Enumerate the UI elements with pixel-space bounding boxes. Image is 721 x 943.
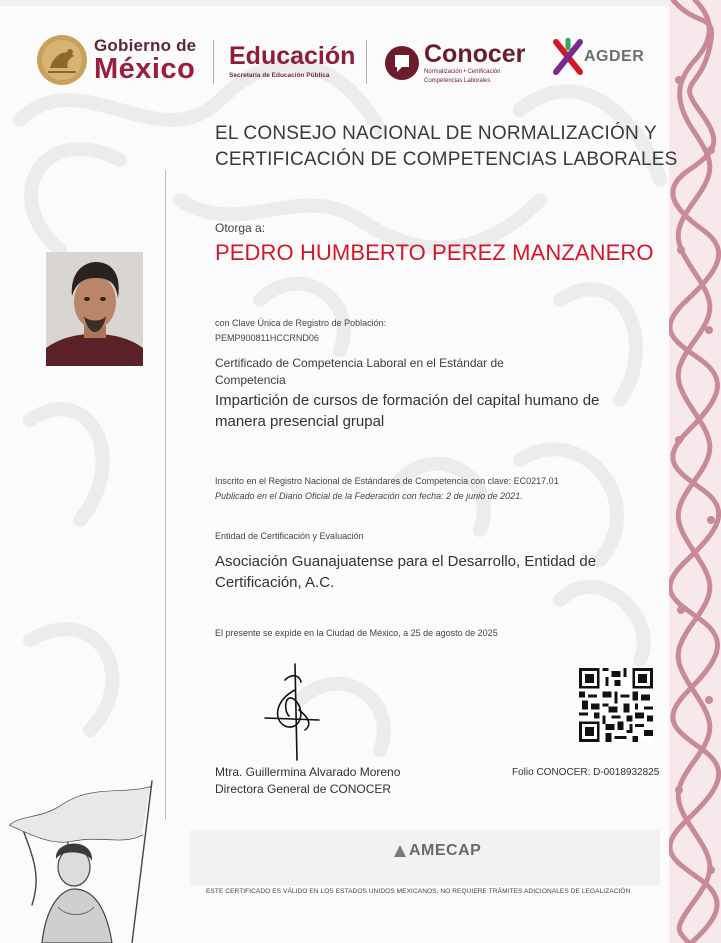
gobierno-mexico-logo <box>36 34 196 86</box>
issuer-title-line2: CERTIFICACIÓN DE COMPETENCIAS LABORALES <box>215 149 678 170</box>
entity-label: Entidad de Certificación y Evaluación <box>215 531 364 541</box>
publication-text: Publicado en el Diario Oficial de la Federación con fecha: 2 de junio de 2021. <box>215 491 523 501</box>
signer-title: Directora General de CONOCER <box>215 782 392 796</box>
amecap-logo <box>393 842 481 860</box>
certificate-label: Certificado de Competencia Laboral en el Estándar de Competencia <box>215 356 504 387</box>
issuer-title <box>215 121 677 173</box>
agder-logo <box>553 38 644 76</box>
signature <box>255 660 335 770</box>
conocer-small-text-2: Competencias Laborales <box>424 77 491 84</box>
agder-icon <box>553 38 583 76</box>
top-line <box>0 0 721 6</box>
competency-standard: Impartición de cursos de formación del capital humano de manera presencial grupal <box>215 392 600 430</box>
issuer-title-line1: EL CONSEJO NACIONAL DE NORMALIZACIÓN Y <box>215 123 657 144</box>
curp-value: PEMP900811HCCRND06 <box>215 333 319 343</box>
educacion-big-text: Educación <box>229 42 356 70</box>
curp-label: con Clave Única de Registro de Población: <box>215 318 387 328</box>
logo-separator <box>213 40 214 84</box>
conocer-small-text-1: Normalización • Certificación <box>424 69 501 75</box>
agder-text: AGDER <box>584 48 645 65</box>
recipient-name: PEDRO HUMBERTO PEREZ MANZANERO <box>215 240 654 265</box>
amecap-text: AMECAP <box>409 842 482 859</box>
gobierno-small-text: Gobierno de <box>94 35 197 55</box>
amecap-icon <box>393 844 407 858</box>
validity-note: ESTE CERTIFICADO ES VÁLIDO EN LOS ESTADOS UNIDOS MEXICANOS, NO REQUIERE TRÁMITES ADICIONALES DE LEGALIZACIÓN <box>206 888 631 895</box>
logo-separator <box>366 40 367 84</box>
signer-name: Mtra. Guillermina Alvarado Moreno <box>215 765 401 779</box>
registry-text: Inscrito en el Registro Nacional de Estándares de Competencia con clave: EC0217.01 <box>215 476 559 486</box>
flag-illustration <box>2 775 162 943</box>
certification-entity: Asociación Guanajuatense para el Desarrollo, Entidad de Certificación, A.C. <box>215 553 597 591</box>
gobierno-big-text: México <box>94 52 196 85</box>
educacion-small-text: Secretaría de Educación Pública <box>229 72 330 79</box>
issue-place-date: El presente se expide en la Ciudad de México, a 25 de agosto de 2025 <box>215 628 498 638</box>
coat-of-arms-icon <box>36 34 88 86</box>
left-vertical-rule <box>165 170 166 820</box>
photo <box>46 252 143 366</box>
otorga-label: Otorga a: <box>215 221 266 235</box>
conocer-big-text: Conocer <box>424 40 526 68</box>
conocer-icon <box>384 45 420 81</box>
educacion-logo <box>229 44 355 79</box>
conocer-logo <box>384 42 525 84</box>
folio-number: Folio CONOCER: D-0018932825 <box>512 767 660 778</box>
qr-code <box>579 668 653 742</box>
